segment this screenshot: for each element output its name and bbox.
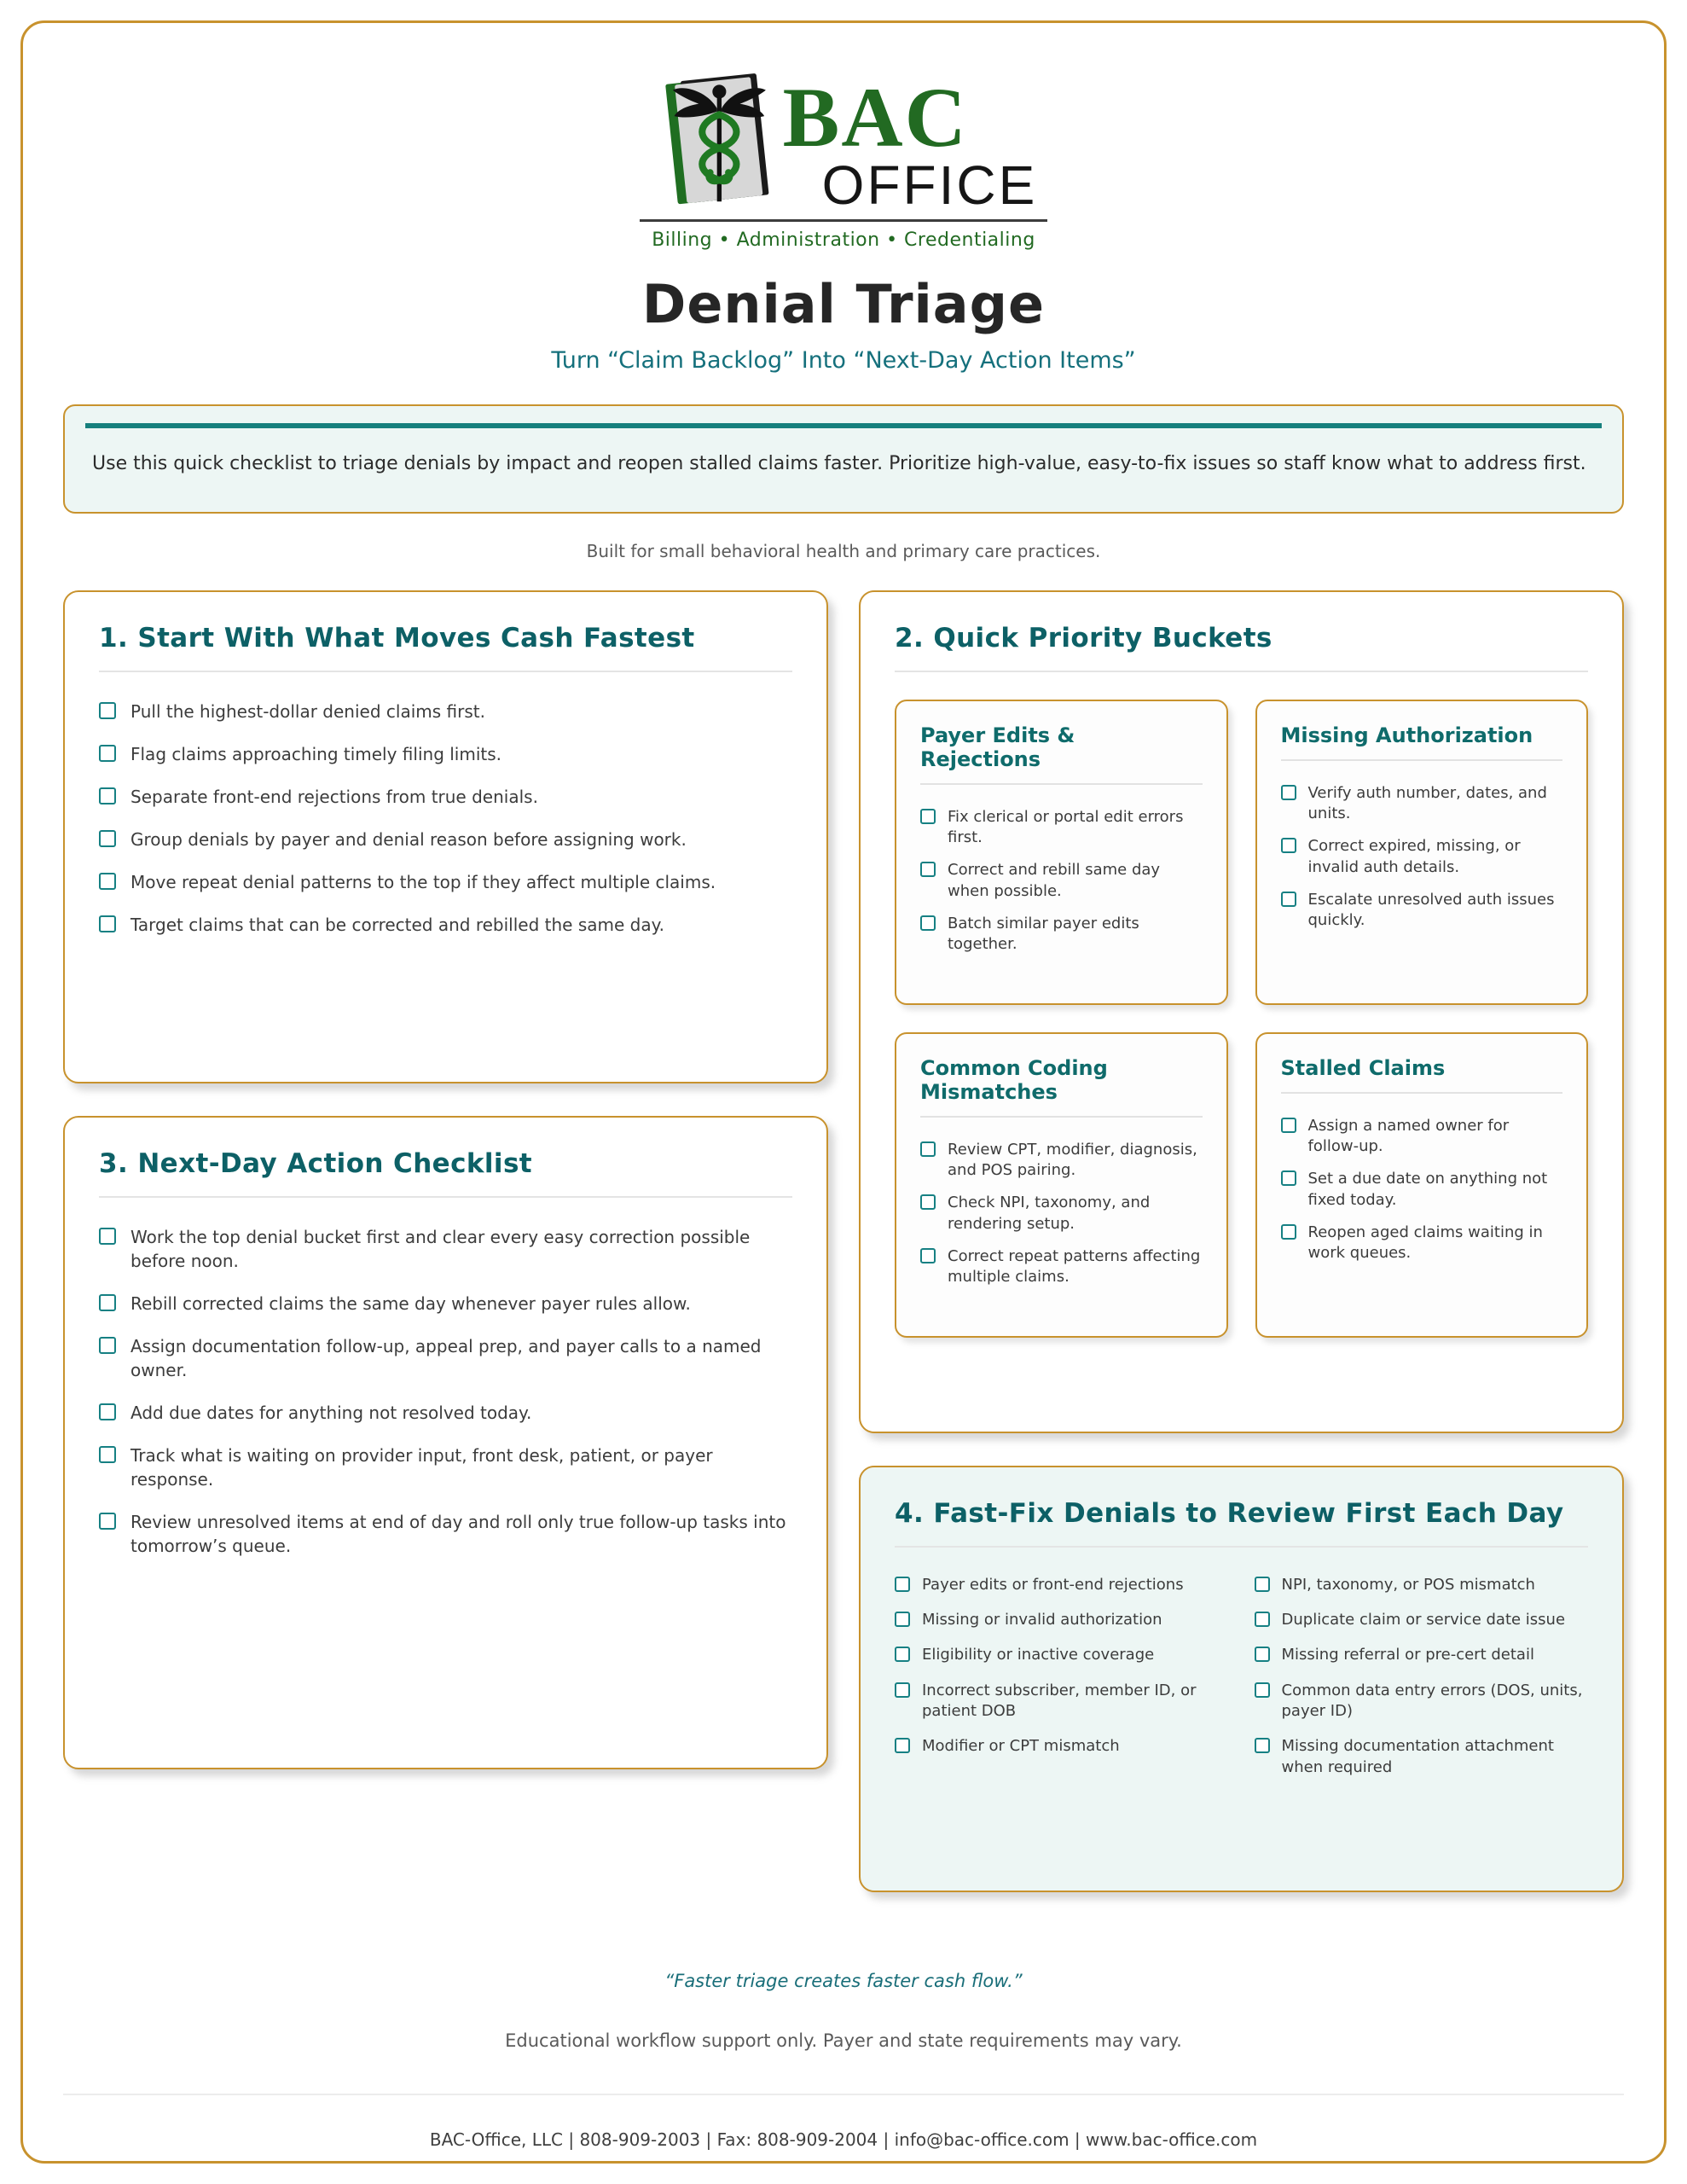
section-start-with-cash bbox=[63, 590, 828, 1083]
checkbox[interactable] bbox=[895, 1577, 910, 1592]
checklist-item bbox=[920, 860, 1203, 902]
fastfix-column-left bbox=[895, 1575, 1229, 1792]
footer-divider bbox=[63, 2094, 1624, 2095]
logo-text bbox=[782, 65, 1038, 216]
checklist-item bbox=[920, 914, 1203, 956]
section-title: 3. Next-Day Action Checklist bbox=[99, 1147, 533, 1179]
checklist-item bbox=[1281, 1116, 1563, 1158]
intro-accent-bar bbox=[85, 423, 1602, 428]
section-divider bbox=[99, 671, 792, 672]
checklist-item bbox=[99, 742, 792, 766]
checklist-item bbox=[895, 1610, 1229, 1630]
item-text: Assign a named owner for follow-up. bbox=[1307, 1116, 1510, 1156]
checklist-item bbox=[895, 1736, 1229, 1757]
section-title: 1. Start With What Moves Cash Fastest bbox=[99, 622, 695, 653]
item-text: Missing referral or pre-cert detail bbox=[1281, 1646, 1534, 1664]
bucket-title: Stalled Claims bbox=[1280, 1055, 1446, 1080]
checkbox[interactable] bbox=[920, 862, 936, 877]
item-text: Duplicate claim or service date issue bbox=[1281, 1611, 1566, 1629]
caduceus-folder-icon bbox=[650, 65, 780, 212]
checkbox[interactable] bbox=[1281, 1224, 1296, 1240]
checklist-item bbox=[1281, 836, 1563, 878]
checklist-item bbox=[1281, 783, 1563, 825]
bucket-missing-authorization bbox=[1255, 700, 1589, 1005]
brand-logo bbox=[63, 65, 1624, 251]
brand-name-bottom: OFFICE bbox=[821, 154, 1038, 216]
item-text: Eligibility or inactive coverage bbox=[922, 1646, 1155, 1664]
checkbox[interactable] bbox=[920, 915, 936, 931]
checklist-item bbox=[920, 1246, 1203, 1288]
checkbox[interactable] bbox=[1255, 1577, 1270, 1592]
item-text: Modifier or CPT mismatch bbox=[922, 1737, 1120, 1756]
item-text: Pull the highest-dollar denied claims first. bbox=[130, 700, 485, 722]
checklist-item bbox=[99, 700, 792, 723]
checklist-item bbox=[895, 1575, 1229, 1595]
item-text: Add due dates for anything not resolved today. bbox=[130, 1402, 532, 1423]
page-title: Denial Triage bbox=[641, 273, 1046, 335]
checkbox[interactable] bbox=[920, 1194, 936, 1210]
checklist-item bbox=[1281, 890, 1563, 932]
checklist-item bbox=[99, 1334, 792, 1382]
checklist-item bbox=[920, 1140, 1203, 1182]
checklist-item bbox=[1255, 1575, 1589, 1595]
checkbox[interactable] bbox=[99, 745, 116, 762]
disclaimer-text: Educational workflow support only. Payer and state requirements may vary. bbox=[505, 2030, 1182, 2051]
item-text: Missing or invalid authorization bbox=[922, 1611, 1162, 1629]
item-text: Track what is waiting on provider input, front desk, patient, or payer response. bbox=[130, 1444, 713, 1490]
checklist-item bbox=[99, 785, 792, 809]
checklist-item bbox=[99, 1510, 792, 1558]
bucket-payer-edits bbox=[895, 700, 1228, 1005]
section-fast-fix-denials bbox=[859, 1466, 1624, 1892]
bucket-title: Missing Authorization bbox=[1280, 723, 1533, 747]
checkbox[interactable] bbox=[895, 1682, 910, 1698]
checkbox[interactable] bbox=[99, 873, 116, 890]
checkbox[interactable] bbox=[1281, 1118, 1296, 1133]
checklist-item bbox=[1281, 1169, 1563, 1211]
checkbox[interactable] bbox=[1281, 785, 1296, 800]
fastfix-column-right bbox=[1255, 1575, 1589, 1792]
page-subtitle: Turn “Claim Backlog” Into “Next-Day Action Items” bbox=[551, 347, 1136, 374]
checkbox[interactable] bbox=[1281, 1170, 1296, 1186]
item-text: Separate front-end rejections from true denials. bbox=[130, 786, 538, 807]
checkbox[interactable] bbox=[99, 1294, 116, 1311]
brand-name-top: BAC bbox=[782, 70, 968, 165]
contact-line: BAC-Office, LLC | 808-909-2003 | Fax: 808-909-2004 | info@bac-office.com | www.bac-office.com bbox=[429, 2129, 1258, 2150]
audience-note: Built for small behavioral health and primary care practices. bbox=[586, 540, 1101, 561]
checkbox[interactable] bbox=[99, 1403, 116, 1420]
checkbox[interactable] bbox=[920, 809, 936, 824]
fastfix-grid bbox=[895, 1575, 1588, 1792]
checklist-item bbox=[895, 1681, 1229, 1722]
checkbox[interactable] bbox=[895, 1612, 910, 1627]
checklist-item bbox=[99, 1443, 792, 1491]
checklist-item bbox=[99, 828, 792, 851]
bucket-title: Payer Edits & Rejections bbox=[920, 723, 1075, 771]
checkbox[interactable] bbox=[920, 1248, 936, 1263]
item-text: Payer edits or front-end rejections bbox=[922, 1575, 1184, 1594]
checkbox[interactable] bbox=[1281, 892, 1296, 907]
item-text: Review unresolved items at end of day and roll only true follow-up tasks into tomorrow’s queue. bbox=[130, 1511, 786, 1556]
right-column bbox=[859, 590, 1624, 1892]
section-title: 2. Quick Priority Buckets bbox=[895, 622, 1272, 653]
item-text: Assign documentation follow-up, appeal prep, and payer calls to a named owner. bbox=[130, 1335, 762, 1380]
bucket-divider bbox=[1281, 759, 1563, 761]
checklist-item bbox=[895, 1645, 1229, 1665]
bucket-divider bbox=[920, 1116, 1203, 1118]
item-text: Move repeat denial patterns to the top if they affect multiple claims. bbox=[130, 871, 716, 892]
item-text: Missing documentation attachment when required bbox=[1281, 1737, 1554, 1776]
bucket-title: Common Coding Mismatches bbox=[920, 1055, 1108, 1104]
checklist-item bbox=[920, 1193, 1203, 1234]
checkbox[interactable] bbox=[895, 1647, 910, 1662]
checkbox[interactable] bbox=[99, 787, 116, 804]
checkbox[interactable] bbox=[895, 1738, 910, 1753]
checklist-item bbox=[99, 870, 792, 894]
item-text: Review CPT, modifier, diagnosis, and POS pairing. bbox=[948, 1140, 1197, 1180]
quote-text: “Faster triage creates faster cash flow.” bbox=[664, 1970, 1023, 1991]
checkbox[interactable] bbox=[1255, 1682, 1270, 1698]
section-divider bbox=[895, 671, 1588, 672]
checklist-item bbox=[99, 913, 792, 937]
item-text: Batch similar payer edits together. bbox=[948, 915, 1139, 954]
item-text: Check NPI, taxonomy, and rendering setup. bbox=[948, 1194, 1151, 1233]
item-text: Correct and rebill same day when possible. bbox=[948, 861, 1161, 900]
item-text: Reopen aged claims waiting in work queues. bbox=[1307, 1223, 1543, 1263]
checkbox[interactable] bbox=[99, 915, 116, 932]
checkbox[interactable] bbox=[920, 1141, 936, 1157]
checkbox[interactable] bbox=[1255, 1612, 1270, 1627]
main-columns bbox=[63, 590, 1624, 1892]
bucket-divider bbox=[920, 783, 1203, 785]
section-title: 4. Fast-Fix Denials to Review First Each Day bbox=[895, 1497, 1564, 1529]
checkbox[interactable] bbox=[1255, 1738, 1270, 1753]
checkbox[interactable] bbox=[99, 1513, 116, 1530]
item-text: NPI, taxonomy, or POS mismatch bbox=[1281, 1575, 1535, 1594]
checklist-item bbox=[1255, 1736, 1589, 1778]
checklist-item bbox=[1281, 1223, 1563, 1264]
item-text: Verify auth number, dates, and units. bbox=[1307, 783, 1547, 823]
item-text: Rebill corrected claims the same day whenever payer rules allow. bbox=[130, 1292, 691, 1314]
intro-text: Use this quick checklist to triage denials by impact and reopen stalled claims faster. Prioritize high-value, easy-to-fix issues so staff know what to address first. bbox=[92, 453, 1586, 474]
checklist-item bbox=[1255, 1645, 1589, 1665]
intro-card bbox=[63, 404, 1624, 514]
item-text: Target claims that can be corrected and rebilled the same day. bbox=[130, 914, 664, 935]
item-text: Fix clerical or portal edit errors first. bbox=[948, 807, 1184, 847]
checklist-item bbox=[920, 807, 1203, 849]
checklist-item bbox=[1255, 1681, 1589, 1722]
item-text: Flag claims approaching timely filing limits. bbox=[130, 743, 502, 764]
logo-divider bbox=[640, 219, 1047, 222]
item-text: Set a due date on anything not fixed today. bbox=[1307, 1170, 1548, 1209]
item-text: Correct expired, missing, or invalid auth details. bbox=[1307, 837, 1521, 876]
item-text: Correct repeat patterns affecting multiple claims. bbox=[948, 1247, 1201, 1287]
checklist-item bbox=[99, 1292, 792, 1316]
bucket-coding-mismatches bbox=[895, 1032, 1228, 1338]
left-column bbox=[63, 590, 828, 1769]
checklist-item bbox=[99, 1401, 792, 1425]
section-divider bbox=[99, 1196, 792, 1198]
checkbox[interactable] bbox=[1281, 838, 1296, 853]
checkbox[interactable] bbox=[99, 830, 116, 847]
checkbox[interactable] bbox=[99, 1446, 116, 1463]
page-content bbox=[20, 20, 1667, 2164]
bucket-divider bbox=[1281, 1092, 1563, 1094]
checkbox[interactable] bbox=[1255, 1647, 1270, 1662]
bucket-grid bbox=[895, 700, 1588, 1338]
bucket-stalled-claims bbox=[1255, 1032, 1589, 1338]
section-divider bbox=[895, 1546, 1588, 1548]
logo-row bbox=[650, 65, 1038, 216]
item-text: Work the top denial bucket first and clear every easy correction possible before noon. bbox=[130, 1226, 751, 1271]
section-quick-priority-buckets bbox=[859, 590, 1624, 1433]
brand-tagline: Billing • Administration • Credentialing bbox=[652, 229, 1035, 251]
checkbox[interactable] bbox=[99, 1228, 116, 1245]
checklist-item bbox=[99, 1225, 792, 1273]
checkbox[interactable] bbox=[99, 702, 116, 719]
item-text: Group denials by payer and denial reason before assigning work. bbox=[130, 828, 687, 850]
checkbox[interactable] bbox=[99, 1337, 116, 1354]
item-text: Incorrect subscriber, member ID, or patient DOB bbox=[922, 1681, 1197, 1721]
item-text: Escalate unresolved auth issues quickly. bbox=[1307, 891, 1555, 930]
section-next-day-checklist bbox=[63, 1116, 828, 1769]
checklist-item bbox=[1255, 1610, 1589, 1630]
item-text: Common data entry errors (DOS, units, payer ID) bbox=[1281, 1681, 1583, 1721]
